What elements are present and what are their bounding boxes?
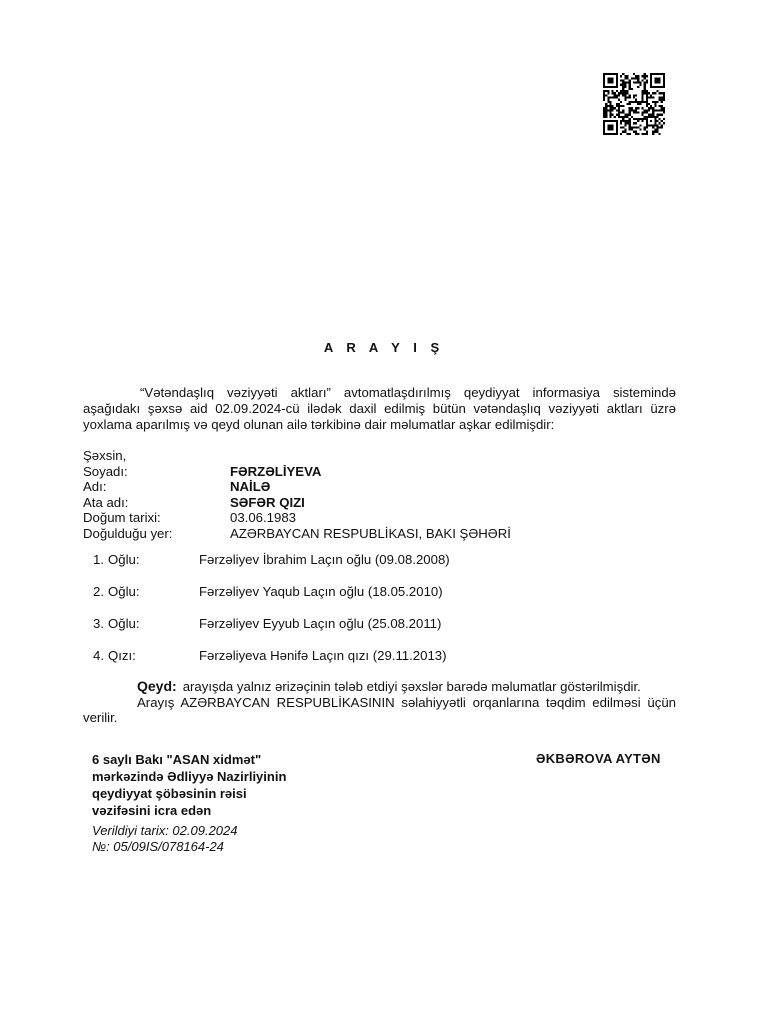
member-number: 4.	[93, 648, 104, 663]
field-value: 03.06.1983	[230, 510, 297, 526]
qr-code	[602, 73, 666, 135]
signer-name: ƏKBƏROVA AYTƏN	[536, 751, 661, 766]
member-number: 3.	[93, 616, 104, 631]
office-line: 6 saylı Bakı "ASAN xidmət"	[92, 752, 262, 767]
office-line: vəzifəsini icra edən	[92, 803, 212, 818]
field-label: Soyadı:	[83, 463, 128, 479]
intro-paragraph	[83, 385, 676, 434]
member-relation: Oğlu:	[108, 552, 140, 567]
person-field-row	[83, 510, 297, 526]
member-name: Fərzəliyev İbrahim Laçın oğlu (09.08.2008)	[199, 552, 450, 567]
person-details	[83, 448, 511, 542]
person-field-row	[83, 479, 271, 495]
member-number: 1.	[93, 552, 104, 567]
note-text: arayışda yalnız ərizəçinin tələb etdiyi şəxslər barədə məlumatlar göstərilmişdir.	[182, 679, 641, 694]
member-name: Fərzəliyeva Hənifə Laçın qızı (29.11.2013)	[199, 648, 447, 663]
member-relation: Oğlu:	[108, 584, 140, 599]
field-label: Doğum tarixi:	[83, 510, 161, 526]
note-text-2: Arayış AZƏRBAYCAN RESPUBLİKASININ səlahiyyətli orqanlarına təqdim edilməsi üçün verilir.	[83, 694, 676, 726]
note-block	[83, 679, 676, 726]
field-label: Doğulduğu yer:	[83, 525, 173, 541]
field-value: SƏFƏR QIZI	[230, 494, 305, 510]
field-label: Ata adı:	[83, 494, 129, 510]
member-name: Fərzəliyev Yaqub Laçın oğlu (18.05.2010)	[199, 584, 443, 599]
field-label: Adı:	[83, 479, 107, 495]
member-relation: Oğlu:	[108, 616, 140, 631]
office-line: mərkəzində Ədliyyə Nazirliyinin	[92, 769, 287, 784]
note-label: Qeyd:	[137, 678, 177, 694]
field-value: NAİLƏ	[230, 479, 271, 495]
member-name: Fərzəliyev Eyyub Laçın oğlu (25.08.2011)	[199, 616, 442, 631]
issue-info	[92, 823, 238, 855]
person-field-row	[83, 494, 305, 511]
field-value: AZƏRBAYCAN RESPUBLİKASI, BAKI ŞƏHƏRİ	[230, 525, 511, 541]
member-relation: Qızı:	[108, 648, 136, 663]
intro-text: “Vətəndaşlıq vəziyyəti aktları” avtomatlaşdırılmış qeydiyyat informasiya sistemində aşağıdakı şəxsə aid 02.09.2024-cü ilədək daxil edilmiş bütün vətəndaşlıq vəziyyəti aktları üzrə yoxlama aparılmış və qeyd olunan ailə tərkibinə dair məlumatlar aşkar edilmişdir:	[83, 385, 676, 433]
person-field-row	[83, 463, 322, 480]
document-title: A R A Y I Ş	[323, 340, 445, 355]
field-value: FƏRZƏLİYEVA	[230, 463, 322, 479]
document-number: №: 05/09IS/078164-24	[92, 839, 224, 854]
person-heading: Şəxsin,	[83, 448, 127, 463]
issue-date: Verildiyi tarix: 02.09.2024	[92, 823, 238, 838]
issuing-office	[92, 751, 286, 819]
member-number: 2.	[93, 584, 104, 599]
person-field-row	[83, 525, 511, 542]
office-line: qeydiyyat şöbəsinin rəisi	[92, 786, 247, 801]
